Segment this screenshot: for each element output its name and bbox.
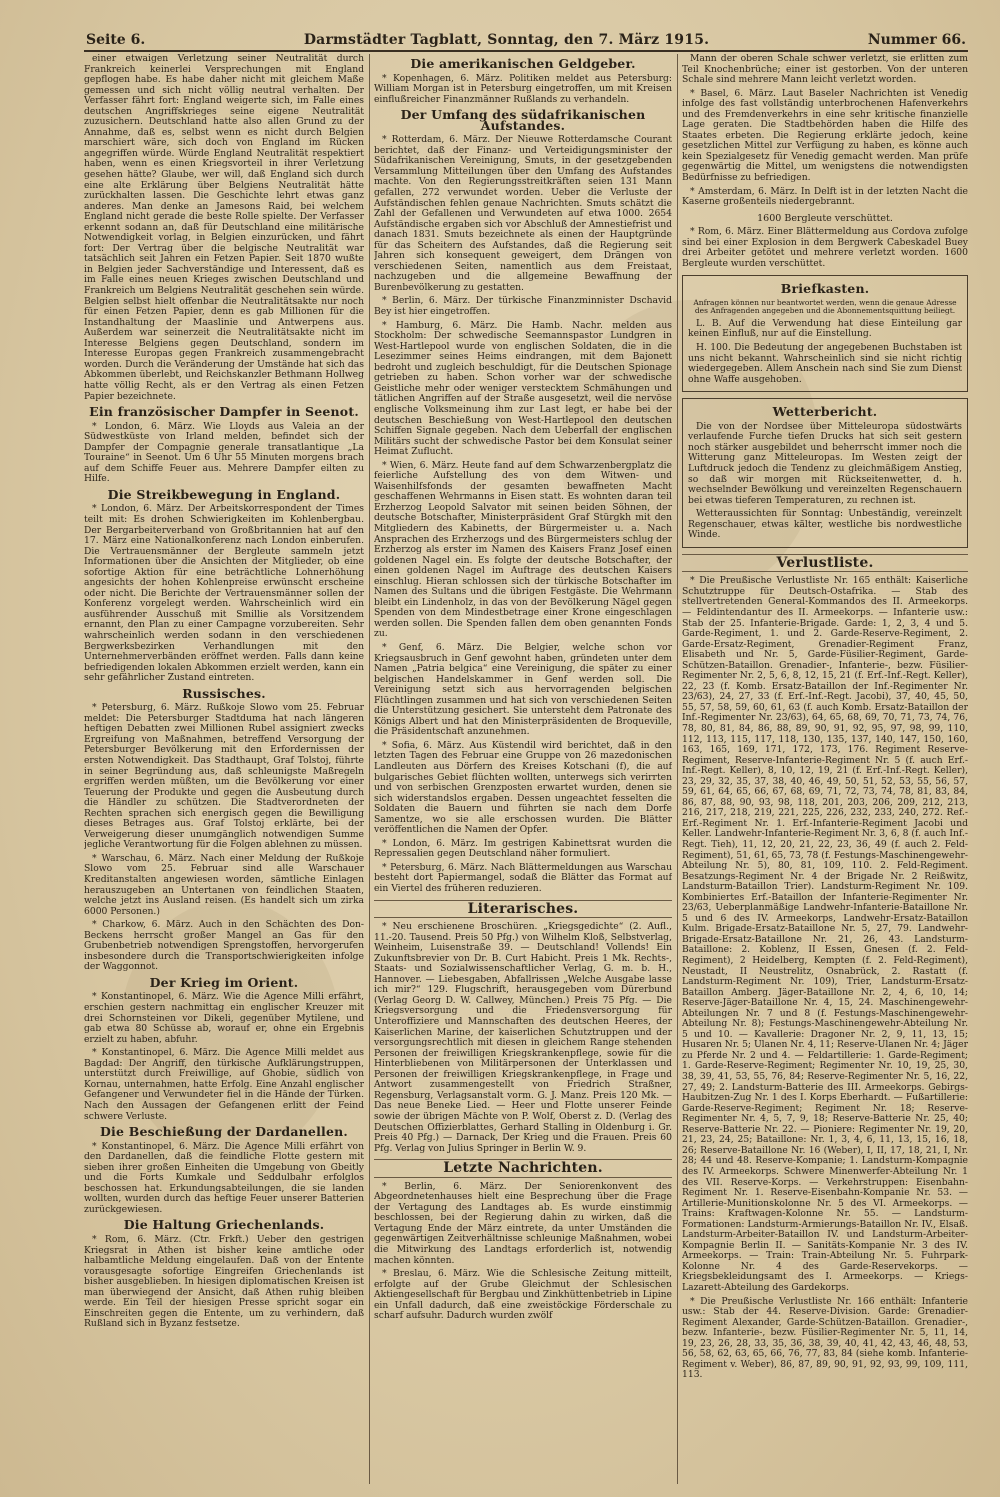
article-text: Mann der oberen Schale schwer verletzt, sie erlitten zum Teil Knochenbrüche; einer ist gestorben. Von der unteren Schale sind mehrere Mann leicht verletzt worden. xyxy=(682,54,968,86)
column-2 xyxy=(374,54,672,1494)
article-text: * Rom, 6. März. Einer Blättermeldung aus Cordova zufolge sind bei einer Explosion in dem Bergwerk Cabeskadel Buey drei Arbeiter getötet und mehrere verletzt worden. 1600 Bergleute wurden verschüttet. xyxy=(682,226,968,269)
article-text: * Petersburg, 6. März. Nach Blättermeldungen aus Warschau besteht dort Papiermangel, sodaß die Blätter das Format auf ein Viertel des früheren reduzieren. xyxy=(374,861,672,895)
section-headline: Verlustliste. xyxy=(682,554,968,573)
article-text: * Wien, 6. März. Heute fand auf dem Schwarzenbergplatz die feierliche Aufstellung des von dem Witwen- und Waisenhilfsfonds der gesamten bewaffneten Macht geschaffenen Wehrmanns in Eisen statt. Es wohnten daran teil Erzherzog Leopold Salvator mit seinen beiden Söhnen, der deutsche Botschafter, Ministerpräsident Graf Stürgkh mit den Mitgliedern des Kabinetts, der Bürgermeister u. a. Nach Ansprachen des Erzherzogs und des Bürgermeisters schlug der Erzherzog als erster im Namen des Kaisers Franz Josef einen goldenen Nagel ein. Es folgte der deutsche Botschafter, der einen goldenen Nagel im Auftrage des deutschen Kaisers einschlug. Hieran schlossen sich der türkische Botschafter im Namen des Sultans und die übrigen Festgäste. Die Wehrmann bleibt ein Lindenholz, in das von der Bevölkerung Nägel gegen Spenden von dem Mindestbetrage einer Krone eingeschlagen werden sollen. Die Spenden fallen dem oben genannten Fonds zu. xyxy=(374,459,672,640)
issue-number: Nummer 66. xyxy=(867,32,966,48)
headline: Die Beschießung der Dardanellen. xyxy=(100,1124,348,1140)
article-text: * Rotterdam, 6. März. Der Nieuwe Rotterdamsche Courant berichtet, daß der Finanz- und Verteidigungsminister der Südafrikanischen Vereinigung, Smuts, in der gesetzgebenden Versammlung Mitteilungen über den Umfang des Aufstandes machte. Von den Regierungsstreitkräften seien 131 Mann gefallen, 272 verwundet worden. Ueber die Verluste der Aufständischen fehlen genaue Nachrichten. Smuts schätzt die Zahl der Gefallenen und Verwundeten auf etwa 1000. 2654 Aufständische ergaben sich vor Abschluß der Amnestiefrist und danach 1831. Smuts bezeichnete als einen der Hauptgründe für das Scheitern des Aufstandes, daß die Regierung seit Jahren sich konsequent geweigert, dem Drängen von verschiedenen Seiten, namentlich aus dem Freistaat, nachzugeben und die allgemeine Bewaffnung der Burenbevölkerung zu gestatten. xyxy=(374,134,672,293)
article-text: * Genf, 6. März. Die Belgier, welche schon vor Kriegsausbruch in Genf gewohnt haben, gründeten unter dem Namen „Patria belgica“ eine Vereinigung, die später zu einer belgischen Handelskammer in Genf werden soll. Die Vereinigung setzt sich aus hervorragenden belgischen Flüchtlingen zusammen und hat sich von verschiedenen Seiten die Unterstützung gesichert. Sie untersteht dem Patronate des Königs Albert und hat den Ministerpräsidenten de Broqueville, die Präsidentschaft anzunehmen. xyxy=(374,641,672,738)
article-text: * Konstantinopel, 6. März. Wie die Agence Milli erfährt, erschien gestern nachmittag ein englischer Kreuzer mit drei Schornsteinen vor Dikeli, gegenüber Mytilene, und gab etwa 80 Schüsse ab, worauf er, ohne ein Ergebnis erzielt zu haben, abfuhr. xyxy=(84,991,364,1045)
article-text: * Berlin, 6. März. Der Seniorenkonvent des Abgeordnetenhauses hielt eine Besprechung über die Frage der Vertagung des Landtages ab. Es wurde einstimmig beschlossen, bei der Regierung dahin zu wirken, daß die Vertagung Ende der März eintrete, da unter Umständen die gegenwärtigen Zeitverhältnisse schleunige Maßnahmen, wobei die Mitwirkung des Landtags erforderlich ist, notwendig machen könnten. xyxy=(374,1180,672,1266)
article-text: H. 100. Die Bedeutung der angegebenen Buchstaben ist uns nicht bekannt. Wahrscheinlich sind sie nicht richtig wiedergegeben. Allem Anschein nach sind Sie zum Dienst ohne Waffe ausgehoben. xyxy=(688,342,962,385)
section-headline: Briefkasten. xyxy=(780,281,870,297)
article-text: * Rom, 6. März. (Ctr. Frkft.) Ueber den gestrigen Kriegsrat in Athen ist bisher keine amtliche oder halbamtliche Meldung eingelaufen. Daß von der Entente vorausgesagte sofortige Eingreifen Griechenlands ist bisher ausgeblieben. In hiesigen diplomatischen Kreisen ist man überwiegend der Ansicht, daß Athen ruhig bleiben werde. Ein Teil der hiesigen Presse spricht sogar ein Einschreiten gegen die Entente, um zu verhindern, daß Rußland sich in Byzanz festsetze. xyxy=(84,1233,364,1330)
article-text: * Basel, 6. März. Laut Baseler Nachrichten ist Venedig infolge des fast vollständig unterbrochenen Hafenverkehrs und des Fremdenverkehrs in eine sehr kritische finanzielle Lage geraten. Die Stadtbehörden haben die Hilfe des Staates erbeten. Die Regierung erklärte jedoch, keine gesetzlichen Mittel zur Verfügung zu haben, es könne auch kein Spezialgesetz für Venedig gemacht werden. Man prüfe gegenwärtig die Mittel, um wenigstens die notwendigsten Bedürfnisse zu befriedigen. xyxy=(682,87,968,184)
page-number: Seite 6. xyxy=(86,32,146,48)
article-text: * Konstantinopel, 6. März. Die Agence Milli meldet aus Bagdad: Der Angriff, den türkische Aufklärungstruppen, unterstützt durch Freiwillige, auf Ghobie, südlich von Kornau, unternahmen, hatte Erfolg. Eine Anzahl englischer Gefangener und Verwundeter fiel in die Hände der Türken. Nach den Aussagen der Gefangenen erlitt der Feind schwere Verluste. xyxy=(84,1047,364,1122)
article-text: * Hamburg, 6. März. Die Hamb. Nachr. melden aus Stockholm: Der schwedische Seemannspastor Lundgren in West-Hartlepool wurde von englischen Soldaten, die in die Lesezimmer seines Heims eindrangen, mit dem Bajonett bedroht und zugleich beschuldigt, für die Deutschen Spionage getrieben zu haben. Schon vorher war der schwedische Geistliche mehr oder weniger verstecktem Schmähungen und tätlichen Angriffen auf der Straße ausgesetzt, weil die nervöse englische Volksmeinung ihm zur Last legt, er habe bei der deutschen Beschießung von West-Hartlepool den deutschen Schiffen Signale gegeben. Nach dem Ueberfall der englischen Militärs sucht der schwedische Pastor bei dem Konsulat seiner Heimat Zuflucht. xyxy=(374,319,672,458)
article-text: * Charkow, 6. März. Auch in den Schächten des Don-Beckens herrscht großer Mangel an Gas für den Grubenbetrieb notwendigen Sprengstoffen, hervorgerufen insbesondere durch die Transportschwierigkeiten infolge der Waggonnot. xyxy=(84,919,364,973)
wetter-box xyxy=(682,398,968,548)
briefkasten-note: Anfragen können nur beantwortet werden, wenn die genaue Adresse des Anfragenden angegeben und die Abonnementsquittung beiliegt. xyxy=(693,297,957,316)
column-divider xyxy=(369,54,370,1484)
headline: Die amerikanischen Geldgeber. xyxy=(410,56,636,71)
headline: Die Haltung Griechenlands. xyxy=(123,1217,325,1233)
briefkasten-box xyxy=(682,275,968,392)
headline: Der Umfang des südafrikanischen Aufstandes. xyxy=(400,107,646,133)
article-text: L. B. Auf die Verwendung hat diese Einteilung gar keinen Einfluß, nur auf die Einstellung. xyxy=(688,317,962,340)
article-text: * London, 6. März. Der Arbeitskorrespondent der Times teilt mit: Es drohen Schwierigkeiten im Kohlenbergbau. Der Bergarbeiterverband von Großbritannien hat auf den 17. März eine Nationalkonferenz nach London einberufen. Die Vertrauensmänner der Bergleute sammeln jetzt Informationen über die Ansichten der Mitglieder, ob eine sofortige Aktion für eine beträchtliche Lohnerhöhung angesichts der hohen Kohlenpreise erwünscht erscheine oder nicht. Die Berichte der Vertrauensmänner sollen der Konferenz vorgelegt werden. Wahrscheinlich wird ein ausführender Ausschuß mit Smillie als Vorsitzendem ernannt, den Plan zu einer Campagne vorzubereiten. Sehr wahrscheinlich werden sodann in den verschiedenen Bergwerksbezirken Verhandlungen mit den Unternehmerverbänden eröffnet werden. Falls dann keine befriedigenden lokalen Abkommen erzielt werden, kann ein sehr gefährlicher Zustand eintreten. xyxy=(84,503,364,684)
column-1 xyxy=(84,54,364,1494)
page-header xyxy=(86,26,966,48)
article-text: * Amsterdam, 6. März. In Delft ist in der letzten Nacht die Kaserne großenteils niedergebrannt. xyxy=(682,185,968,208)
article-text: Wetteraussichten für Sonntag: Unbeständig, vereinzelt Regenschauer, etwas kälter, westliche bis nordwestliche Winde. xyxy=(688,508,962,541)
article-text: * London, 6. März. Im gestrigen Kabinettsrat wurden die Repressalien gegen Deutschland näher formuliert. xyxy=(374,837,672,860)
article-text: * Die Preußische Verlustliste Nr. 165 enthält: Kaiserliche Schutztruppe für Deutsch-Ostafrika. — Stab des stellvertretenden General-Kommandos des II. Armeekorps. — Feldintendantur des II. Armeekorps. — Infanterie usw.: Stab der 25. Infanterie-Brigade. Garde: 1, 2, 3, 4 und 5. Garde-Regiment, 1. und 2. Garde-Reserve-Regiment, 2. Garde-Ersatz-Regiment, Grenadier-Regiment Franz, Elisabeth und Nr. 5, Garde-Füsilier-Regiment, Garde-Schützen-Bataillon. Grenadier-, Infanterie-, bezw. Füsilier-Regimenter Nr. 2, 5, 6, 8, 12, 15, 21 (f. Erf.-Inf.-Regt. Keller), 22, 23 (f. Komb. Ersatz-Bataillon der Inf.-Regimenter Nr. 23/63), 24, 27, 33 (f. Erf.-Inf.-Regt. Jacobi), 37, 40, 45, 50, 55, 57, 58, 59, 60, 61, 63 (f. auch Komb. Ersatz-Bataillon der Inf.-Regimenter Nr. 23/63), 64, 65, 68, 69, 70, 71, 73, 74, 76, 78, 80, 81, 84, 86, 88, 89, 90, 91, 92, 95, 97, 98, 99, 110, 112, 113, 115, 117, 118, 130, 135, 137, 140, 147, 150, 160, 163, 165, 169, 171, 172, 173, 176. Regiment Reserve-Regiment, Reserve-Infanterie-Regiment Nr. 5 (f. auch Erf.-Inf.-Regt. Keller), 8, 10, 12, 19, 21 (f. Erf.-Inf.-Regt. Keller), 23, 29, 32, 35, 37, 38, 40, 46, 49, 50, 51, 52, 53, 55, 56, 57, 59, 61, 64, 65, 66, 67, 68, 69, 71, 72, 73, 74, 78, 81, 83, 84, 86, 87, 88, 90, 93, 98, 118, 201, 203, 206, 209, 212, 213, 216, 217, 218, 219, 221, 225, 226, 232, 233, 240, 272. Ref.-Erf.-Regiment Nr. 1. Erf.-Infanterie-Regiment Jacobi und Keller. Landwehr-Infanterie-Regiment Nr. 3, 6, 8 (f. auch Inf.-Regt. Tieh), 11, 12, 20, 21, 22, 23, 36, 49 (f. auch 2. Feld-Regiment), 51, 61, 65, 73, 78 (f. Festungs-Maschinengewehr-Abteilung Nr. 5), 80, 81, 109, 110. 2. Feld-Regiment. Besatzungs-Regiment Nr. 4 der Brigade Nr. 2 Reißwitz, Landsturm-Bataillon Trier). Landsturm-Regiment Nr. 109. Kombiniertes Erf.-Bataillon der Infanterie-Regimenter Nr. 23/63, Ueberplanmäßige Landwehr-Infanterie-Bataillone Nr. 5 und 6 des IV. Armeekorps, Landwehr-Ersatz-Bataillon Kulm. Brigade-Ersatz-Bataillone Nr. 5, 27, 79. Landwehr-Brigade-Ersatz-Bataillone Nr. 21, 26, 43. Landsturm-Bataillone: 2. Koblenz, II Essen, Gnesen (f. 2. Feld-Regiment), 2 Heidelberg, Kempten (f. 2. Feld-Regiment), Neustadt, II Neustrelitz, Osnabrück, 2. Rastatt (f. Landsturm-Regiment Nr. 109), Trier, Landsturm-Ersatz-Bataillon Amberg. Jäger-Bataillone Nr. 2, 4, 6, 10, 14; Reserve-Jäger-Bataillone Nr. 4, 15, 24. Maschinengewehr-Abteilungen Nr. 7 und 8 (f. Festungs-Maschinengewehr-Abteilung Nr. 8); Festungs-Maschinengewehr-Abteilung Nr. 5 und 10. — Kavallerie: Dragoner Nr. 2, 9, 11, 13, 15; Husaren Nr. 5; Ulanen Nr. 4, 11; Reserve-Ulanen Nr. 4; Jäger zu Pferde Nr. 2 und 4. — Feldartillerie: 1. Garde-Regiment; 1. Garde-Reserve-Regiment; Regimenter Nr. 10, 19, 25, 30, 38, 39, 41, 53, 55, 76, 84; Reserve-Regimenter Nr. 5, 16, 22, 27, 49; 2. Landsturm-Batterie des III. Armeekorps. Gebirgs-Haubitzen-Zug Nr. 1 des I. Korps Eberhardt. — Fußartillerie: Garde-Reserve-Regiment; Regiment Nr. 18; Reserve-Regimenter Nr. 4, 5, 7, 9, 18; Reserve-Batterie Nr. 25, 40; Reserve-Batterie Nr. 22. — Pioniere: Regimenter Nr. 19, 20, 21, 23, 24, 25; Bataillone: Nr. 1, 3, 4, 6, 11, 13, 15, 16, 18, 26; Reserve-Bataillone Nr. 16 (Weber), I, II, 17, 18, 21, I, Nr. 28; 44 und 48. Reserve-Kompanie; 1. Landsturm-Kompagnie des IV. Armeekorps. Schwere Minenwerfer-Abteilung Nr. 1 des VII. Reserve-Korps. — Verkehrstruppen: Eisenbahn-Regiment Nr. 1. Reserve-Eisenbahn-Kompanie Nr. 53. — Artillerie-Munitionskolonne Nr. 5 des VI. Armeekorps. — Trains: Kraftwagen-Kolonne Nr. 55. — Landsturm-Formationen: Landsturm-Armierungs-Bataillon Nr. IV., Elsaß. Landsturm-Arbeiter-Bataillon IV. und Landsturm-Arbeiter-Kompagnie Berlin II. — Sanitäts-Kompanie Nr. 3 des IV. Armeekorps. — Train: Train-Abteilung Nr. 5. Fuhrpark-Kolonne Nr. 4 des Garde-Reservekorps. — Kriegsbekleidungsamt des I. Armeekorps. — Kriegs-Lazarett-Abteilung des Gardekorps. xyxy=(682,575,968,1293)
header-rule xyxy=(84,50,968,52)
article-text: * Warschau, 6. März. Nach einer Meldung der Rußkoje Slowo vom 25. Februar sind alle Warschauer Kreditanstalten angewiesen worden, sämtliche Einlagen herauszugeben an Untertanen von feindlichen Staaten, welche jetzt ins Ausland reisen. (Es handelt sich um zirka 6000 Personen.) xyxy=(84,852,364,917)
article-text: * Sofia, 6. März. Aus Küstendil wird berichtet, daß in den letzten Tagen des Februar eine Gruppe von 26 mazedonischen Landleuten aus Dörfern des Kreises Kotschani (f), die auf bulgarisches Gebiet flüchten wollten, unterwegs sich verirrten und von serbischen Grenzposten erwartet wurden, denen sie sich widerstandslos ergaben. Dessen ungeachtet fesselten die Soldaten die Bauern und führten sie nach dem Dorfe Samentze, wo sie alle erschossen wurden. Die Blätter veröffentlichen die Namen der Opfer. xyxy=(374,739,672,836)
article-text: * Neu erschienene Broschüren. „Kriegsgedichte“ (2. Aufl., 11.-20. Tausend. Preis 50 Pfg.) von Wilhelm Kloß, Selbstverlag, Weinheim, Luisenstraße 39. — Deutschland! Vollends! Ein Zukunftsbrevier von Dr. B. Curt Habicht. Preis 1 Mk. Rechts-, Staats- und Sozialwissenschaftlicher Verlag, G. m. b. H., Hannover. — Liebesgaben, Abfallrissen „Welche Ausgabe lasse ich mir?“ 129. Flugschrift, herausgegeben vom Dürerbund (Verlag Georg D. W. Callwey, München.) Preis 75 Pfg. — Die Kriegsversorgung und die Friedensversorgung für Unteroffiziere und Mannschaften des deutschen Heeres, der Kaiserlichen Marine, der kaiserlichen Schutztruppen und der versorgungsrechtlich mit diesen in gleichem Range stehenden Personen der freiwilligen Kriegskrankenpflege, sowie für die Hinterbliebenen von Militärpersonen der Unterklassen und Personen der freiwilligen Kriegskrankenpflege, in Frage und Antwort zusammengestellt von Friedrich Straßner, Regensburg, Verlagsanstalt vorm. G. J. Manz. Preis 120 Mk. — Das neue Beneke Lied. — Heer und Flotte unserer Feinde sowie der übrigen Mächte von P. Wolf, Oberst z. D. (Verlag des Deutschen Offizierblattes, Gerhard Stalling in Oldenburg i. Gr. Preis 40 Pfg.) — Darnack, Der Krieg und die Frauen. Preis 60 Pfg. Verlag von Julius Springer in Berlin W. 9. xyxy=(374,921,672,1154)
column-3 xyxy=(682,54,968,1494)
section-headline: Letzte Nachrichten. xyxy=(374,1159,672,1178)
article-text: * Konstantinopel, 6. März. Die Agence Milli erfährt von den Dardanellen, daß die feindliche Flotte gestern mit sieben ihrer großen Einheiten die Umgebung von Gbeitly und die Forts Kumkale und Seddulbahr erfolglos beschossen hat. Erkundungsabteilungen, die sie landen wollten, wurden durch das heftige Feuer unserer Batterien zurückgewiesen. xyxy=(84,1140,364,1215)
article-text: * Kopenhagen, 6. März. Politiken meldet aus Petersburg: William Morgan ist in Petersburg eingetroffen, um mit Kreisen einflußreicher Finanzmänner Rußlands zu verhandeln. xyxy=(374,72,672,105)
section-headline: Literarisches. xyxy=(374,900,672,919)
article-text: * Petersburg, 6. März. Rußkoje Slowo vom 25. Februar meldet: Die Petersburger Stadtduma hat nach längeren heftigen Debatten zwei Millionen Rubel assigniert zwecks Ergreifung von Maßnahmen, betreffend Versorgung der Petersburger Bevölkerung mit den Erfordernissen der ersten Notwendigkeit. Das Stadthaupt, Graf Tolstoj, führte in seiner Begründung aus, daß schleunigste Maßregeln ergriffen werden müßten, um die Bevölkerung vor einer Teuerung der Produkte und gegen die Ausbeutung durch die Händler zu schützen. Die Stadtverordneten der Rechten sprachen sich energisch gegen die Bewilligung dieses Betrages aus. Graf Tolstoj erklärte, bei der Verweigerung dieser unumgänglich notwendigen Summe jegliche Verantwortung für die Folgen ablehnen zu müssen. xyxy=(84,702,364,851)
masthead: Darmstädter Tagblatt, Sonntag, den 7. März 1915. xyxy=(303,32,710,48)
article-text: * Die Preußische Verlustliste Nr. 166 enthält: Infanterie usw.: Stab der 44. Reserve-Division. Garde: Grenadier-Regiment Alexander, Garde-Schützen-Bataillon. Grenadier-, bezw. Infanterie-, bezw. Füsilier-Regimenter Nr. 5, 11, 14, 19, 23, 26, 28, 33, 35, 36, 38, 39, 40, 41, 42, 43, 46, 48, 53, 56, 58, 62, 63, 65, 66, 76, 77, 83, 84 (siehe komb. Infanterie-Regiment v. Weber), 86, 87, 89, 90, 91, 92, 93, 99, 109, 111, 113. xyxy=(682,1295,968,1381)
article-text: * Breslau, 6. März. Wie die Schlesische Zeitung mitteilt, erfolgte auf der Grube Gleichmut der Schlesischen Aktiengesellschaft für Bergbau und Zinkhüttenbetrieb in Lipine ein Unfall dadurch, daß eine zweistöckige Förderschale zu scharf aufsuhr. Dadurch wurden zwölf xyxy=(374,1268,672,1322)
article-text: * Berlin, 6. März. Der türkische Finanzminnister Dschavid Bey ist hier eingetroffen. xyxy=(374,295,672,318)
headline: Russisches. xyxy=(182,685,266,701)
article-text: * London, 6. März. Wie Lloyds aus Valeia an der Südwestküste von Irland melden, befindet sich der Dampfer der Compagnie generale transatlantique „La Touraine“ in Seenot. Um 6 Uhr 55 Minuten morgens brach auf dem Schiffe Feuer aus. Mehrere Dampfer eilten zu Hilfe. xyxy=(84,420,364,485)
section-headline: Wetterbericht. xyxy=(772,404,878,420)
subheadline: 1600 Bergleute verschüttet. xyxy=(757,212,893,224)
column-divider xyxy=(677,54,678,1484)
article-text: einer etwaigen Verletzung seiner Neutralität durch Frankreich keinerlei Versprechungen mit England gepflogen habe. Es habe daher nicht mit gleichem Maße gemessen und sich nicht völlig neutral verhalten. Der Verfasser fährt fort: England weigerte sich, im Falle eines deutschen Angriffskrieges seine eigene Neutralität zuzusichern. Deutschland hatte also allen Grund zu der Annahme, daß es, selbst wenn es nicht durch Belgien marschiert wäre, sich doch von England im Rücken angegriffen würde. Würde England Neutralität respektiert haben, wenn es einen Kriegsvorteil in ihrer Verletzung gesehen hätte? Glaube, wer will, daß England sich durch eine alte Erklärung über Belgiens Neutralität hätte zurückhalten lassen. Die Geschichte lehrt etwas ganz anderes. Man denke an Jamesons Raid, bei welchem England nicht gerade die beste Rolle spielte. Der Verfasser erkennt sodann an, daß für Deutschland eine militärische Notwendigkeit vorlag, in Belgien einzurücken, und fährt fort: Der Vertrag über die belgische Neutralität war tatsächlich seit Jahren ein Fetzen Papier. Seit 1870 wußte in Belgien jeder Sachverständige und Interessent, daß es im Falle eines neuen Krieges zwischen Deutschland und Frankreich um Belgiens Neutralität geschehen sein würde. Belgien selbst hielt offenbar die Neutralitätsakte nur noch für einen Fetzen Papier, denn es gab Millionen für die Instandhaltung der Maaslinie und Antwerpens aus. Außerdem war seinerzeit die Neutralitätsakte nicht im Interesse Belgiens gegen Deutschland, sondern im Interesse Europas gegen Frankreich zusammengebracht worden. Durch die Veränderung der Umstände hat sich das Abkommen überlebt, und Reichskanzler Bethmann Hollweg hatte völlig Recht, als er den Vertrag als einen Fetzen Papier bezeichnete. xyxy=(84,54,364,402)
headline: Der Krieg im Orient. xyxy=(149,974,299,990)
headline: Die Streikbewegung in England. xyxy=(107,486,341,502)
article-text: Die von der Nordsee über Mitteleuropa südostwärts verlaufende Furche tiefen Drucks hat sich seit gestern noch stärker ausgebildet und beherrscht immer noch die Witterung ganz Mitteleuropas. Im Westen zeigt der Luftdruck jedoch die Tendenz zu gleichmäßigem Anstieg, so daß wir morgen mit Rückseitenwetter, d. h. wechselnder Bewölkung und vereinzelten Regenschauern bei etwas tieferen Temperaturen, zu rechnen ist. xyxy=(688,420,962,506)
headline: Ein französischer Dampfer in Seenot. xyxy=(89,404,359,420)
